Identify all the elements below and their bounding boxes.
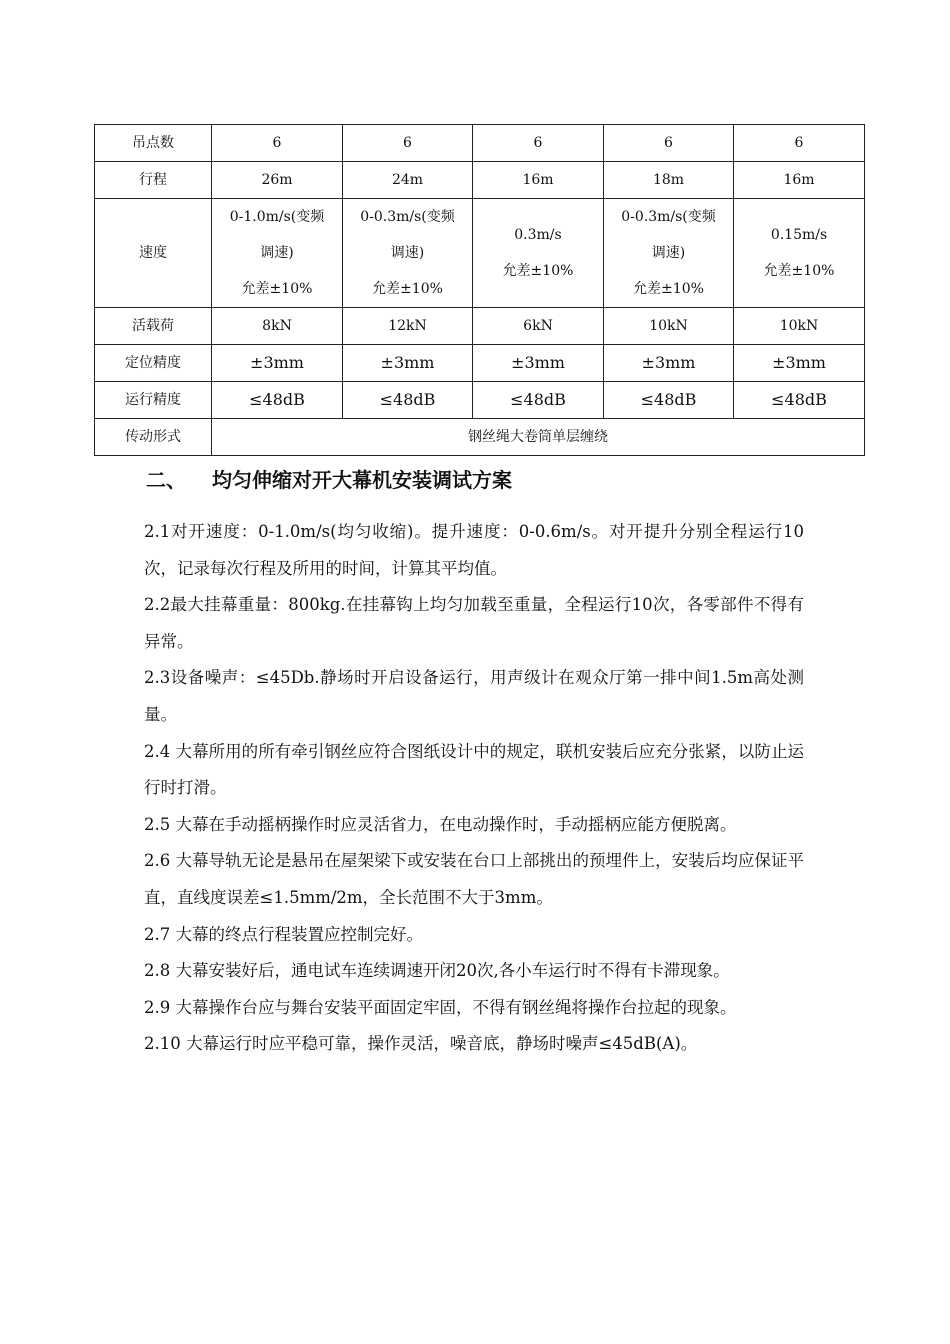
table-cell: 6 xyxy=(734,125,865,162)
table-cell: ±3mm xyxy=(604,345,734,382)
cell-line: 0-1.0m/s(变频 xyxy=(229,209,325,225)
table-cell: 6 xyxy=(604,125,734,162)
table-cell xyxy=(473,199,604,308)
row-label: 运行精度 xyxy=(95,382,212,419)
cell-line: 0.3m/s xyxy=(514,227,562,243)
merged-cell: 钢丝绳大卷筒单层缠绕 xyxy=(212,419,865,456)
body-text xyxy=(144,514,804,1063)
row-label: 定位精度 xyxy=(95,345,212,382)
table-cell: 10kN xyxy=(604,308,734,345)
table-cell: ≤48dB xyxy=(734,382,865,419)
cell-line: 调速) xyxy=(260,245,294,261)
cell-line: 允差±10% xyxy=(502,263,574,279)
table-row xyxy=(95,162,865,199)
table-cell xyxy=(734,199,865,308)
paragraph: 2.9 大幕操作台应与舞台安装平面固定牢固，不得有钢丝绳将操作台拉起的现象。 xyxy=(144,997,737,1017)
table-row xyxy=(95,125,865,162)
row-label: 活载荷 xyxy=(95,308,212,345)
table-cell xyxy=(604,199,734,308)
table-cell: 6 xyxy=(343,125,473,162)
paragraph: 2.8 大幕安装好后，通电试车连续调速开闭20次,各小车运行时不得有卡滞现象。 xyxy=(144,961,730,981)
cell-line: 允差±10% xyxy=(763,263,835,279)
table-cell: ±3mm xyxy=(473,345,604,382)
paragraph: 2.10 大幕运行时应平稳可靠，操作灵活，噪音底，静场时噪声≤45dB(A)。 xyxy=(144,1034,698,1054)
table-cell: 16m xyxy=(473,162,604,199)
section-heading xyxy=(146,464,512,496)
table-cell: 12kN xyxy=(343,308,473,345)
section-title: 均匀伸缩对开大幕机安装调试方案 xyxy=(212,468,512,492)
table-cell: 8kN xyxy=(212,308,343,345)
table-cell: ≤48dB xyxy=(343,382,473,419)
cell-line: 0-0.3m/s(变频 xyxy=(360,209,455,225)
table-cell: 10kN xyxy=(734,308,865,345)
table-cell: 26m xyxy=(212,162,343,199)
paragraph: 2.3设备噪声：≤45Db.静场时开启设备运行，用声级计在观众厅第一排中间1.5m高处测量。 xyxy=(144,668,804,724)
table-cell: 16m xyxy=(734,162,865,199)
table-cell: ≤48dB xyxy=(473,382,604,419)
cell-line: 允差±10% xyxy=(372,281,443,297)
row-label: 速度 xyxy=(95,199,212,308)
table-row xyxy=(95,308,865,345)
table-cell: ±3mm xyxy=(343,345,473,382)
table-cell: ≤48dB xyxy=(604,382,734,419)
cell-line: 调速) xyxy=(651,245,686,261)
spec-table xyxy=(94,124,865,456)
table-cell: 6 xyxy=(212,125,343,162)
table-cell: 24m xyxy=(343,162,473,199)
table-cell xyxy=(212,199,343,308)
paragraph: 2.2最大挂幕重量：800kg.在挂幕钩上均匀加载至重量，全程运行10次，各零部件不得有异常。 xyxy=(144,595,804,651)
row-label: 传动形式 xyxy=(95,419,212,456)
table-row xyxy=(95,382,865,419)
cell-line: 调速) xyxy=(390,245,425,261)
table-cell: ±3mm xyxy=(212,345,343,382)
table-cell: 6 xyxy=(473,125,604,162)
table-cell: 18m xyxy=(604,162,734,199)
table-cell xyxy=(343,199,473,308)
cell-line: 0.15m/s xyxy=(770,227,828,243)
paragraph: 2.5 大幕在手动摇柄操作时应灵活省力，在电动操作时，手动摇柄应能方便脱离。 xyxy=(144,814,737,834)
section-number: 二、 xyxy=(146,468,186,492)
row-label: 吊点数 xyxy=(95,125,212,162)
cell-line: 允差±10% xyxy=(241,281,313,297)
row-label: 行程 xyxy=(95,162,212,199)
paragraph: 2.4 大幕所用的所有牵引钢丝应符合图纸设计中的规定，联机安装后应充分张紧，以防止运行时打滑。 xyxy=(144,741,804,798)
table-row xyxy=(95,199,865,308)
cell-line: 允差±10% xyxy=(633,281,704,297)
cell-line: 0-0.3m/s(变频 xyxy=(621,209,716,225)
table-row xyxy=(95,345,865,382)
table-cell: ±3mm xyxy=(734,345,865,382)
table-cell: ≤48dB xyxy=(212,382,343,419)
paragraph: 2.7 大幕的终点行程装置应控制完好。 xyxy=(144,924,423,944)
table-row xyxy=(95,419,865,456)
table-cell: 6kN xyxy=(473,308,604,345)
paragraph: 2.6 大幕导轨无论是悬吊在屋架梁下或安装在台口上部挑出的预埋件上，安装后均应保证平直，直线度误差≤1.5mm/2m，全长范围不大于3mm。 xyxy=(144,851,804,907)
paragraph: 2.1对开速度：0-1.0m/s(均匀收缩)。提升速度：0-0.6m/s。对开提升分别全程运行10次，记录每次行程及所用的时间，计算其平均值。 xyxy=(144,522,804,578)
